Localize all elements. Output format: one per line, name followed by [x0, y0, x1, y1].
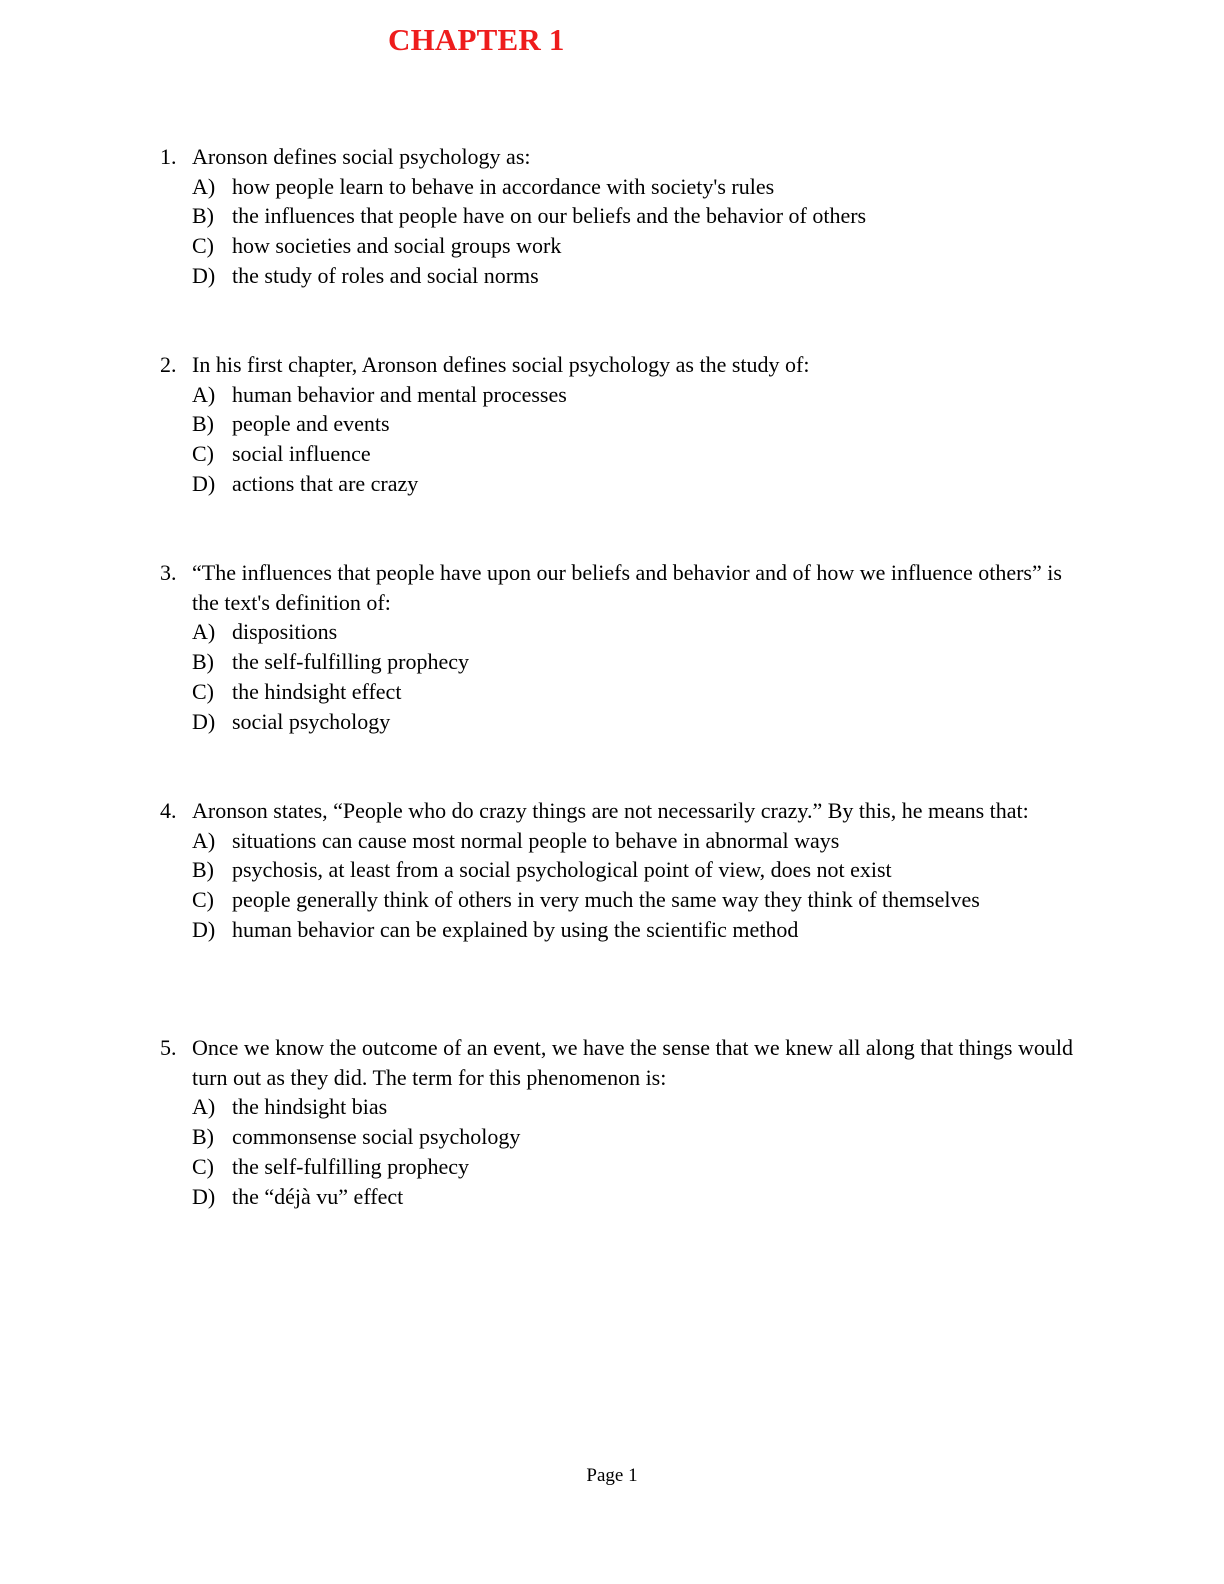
answer-option-a — [160, 1092, 1080, 1122]
question-4 — [160, 796, 1080, 945]
option-letter: C) — [192, 678, 214, 704]
answer-option-a — [160, 617, 1080, 647]
option-letter: B) — [192, 649, 214, 675]
question-text: Once we know the outcome of an event, we have the sense that we knew all along that things would turn out as they did. The term for this phenomenon is: — [192, 1035, 1073, 1090]
answer-option-a — [160, 826, 1080, 856]
question-text: Aronson defines social psychology as: — [192, 144, 531, 169]
question-number: 3. — [160, 560, 177, 585]
question-number: 5. — [160, 1035, 177, 1060]
answer-option-c — [160, 1152, 1080, 1182]
question-stem — [160, 142, 1080, 172]
option-text: actions that are crazy — [232, 470, 419, 496]
question-text: In his first chapter, Aronson defines social psychology as the study of: — [192, 352, 810, 377]
question-text: Aronson states, “People who do crazy things are not necessarily crazy.” By this, he means that: — [192, 798, 1029, 823]
option-letter: D) — [192, 470, 216, 496]
option-text: the hindsight effect — [232, 678, 402, 704]
answer-option-b — [160, 409, 1080, 439]
option-text: the hindsight bias — [232, 1094, 388, 1120]
answer-option-d — [160, 261, 1080, 291]
question-3 — [160, 558, 1080, 736]
option-text: how people learn to behave in accordance with society's rules — [232, 173, 775, 199]
option-text: the “déjà vu” effect — [232, 1183, 404, 1209]
option-text: the self-fulfilling prophecy — [232, 1153, 470, 1179]
question-1 — [160, 142, 1080, 291]
option-letter: A) — [192, 381, 216, 407]
answer-option-d — [160, 469, 1080, 499]
question-number: 1. — [160, 144, 177, 169]
option-letter: A) — [192, 1094, 216, 1120]
answer-option-c — [160, 677, 1080, 707]
option-text: the self-fulfilling prophecy — [232, 649, 470, 675]
answer-option-d — [160, 915, 1080, 945]
option-letter: B) — [192, 411, 214, 437]
answer-option-b — [160, 1122, 1080, 1152]
question-number: 2. — [160, 352, 177, 377]
option-letter: A) — [192, 619, 216, 645]
option-letter: B) — [192, 857, 214, 883]
option-text: dispositions — [232, 619, 338, 645]
option-text: human behavior and mental processes — [232, 381, 567, 407]
answer-option-b — [160, 201, 1080, 231]
option-letter: B) — [192, 203, 214, 229]
option-letter: C) — [192, 441, 214, 467]
answer-option-b — [160, 647, 1080, 677]
question-stem — [160, 1033, 1080, 1092]
option-letter: D) — [192, 262, 216, 288]
answer-option-b — [160, 855, 1080, 885]
option-text: commonsense social psychology — [232, 1124, 521, 1150]
option-letter: D) — [192, 708, 216, 734]
option-text: people generally think of others in very much the same way they think of themselves — [232, 887, 980, 913]
answer-option-a — [160, 172, 1080, 202]
option-text: psychosis, at least from a social psychological point of view, does not exist — [232, 857, 892, 883]
option-letter: D) — [192, 1183, 216, 1209]
answer-option-a — [160, 380, 1080, 410]
question-2 — [160, 350, 1080, 499]
answer-option-c — [160, 231, 1080, 261]
option-text: human behavior can be explained by using the scientific method — [232, 916, 799, 942]
option-text: social influence — [232, 441, 371, 467]
answer-option-c — [160, 439, 1080, 469]
option-text: people and events — [232, 411, 390, 437]
answer-option-c — [160, 885, 1080, 915]
question-number: 4. — [160, 798, 177, 823]
answer-option-d — [160, 707, 1080, 737]
question-stem — [160, 350, 1080, 380]
option-letter: B) — [192, 1124, 214, 1150]
question-5 — [160, 1033, 1080, 1211]
option-letter: C) — [192, 887, 214, 913]
question-stem — [160, 558, 1080, 617]
option-letter: A) — [192, 173, 216, 199]
option-text: the study of roles and social norms — [232, 262, 539, 288]
chapter-title: CHAPTER 1 — [388, 22, 565, 57]
option-text: social psychology — [232, 708, 391, 734]
option-text: how societies and social groups work — [232, 233, 562, 259]
option-letter: D) — [192, 916, 216, 942]
option-letter: C) — [192, 1153, 214, 1179]
option-letter: C) — [192, 233, 214, 259]
option-letter: A) — [192, 827, 216, 853]
question-stem — [160, 796, 1080, 826]
page-number: Page 1 — [586, 1465, 638, 1486]
answer-option-d — [160, 1182, 1080, 1212]
question-text: “The influences that people have upon our beliefs and behavior and of how we influence others” is the text's definition of: — [192, 560, 1062, 615]
option-text: situations can cause most normal people to behave in abnormal ways — [232, 827, 840, 853]
option-text: the influences that people have on our beliefs and the behavior of others — [232, 203, 867, 229]
